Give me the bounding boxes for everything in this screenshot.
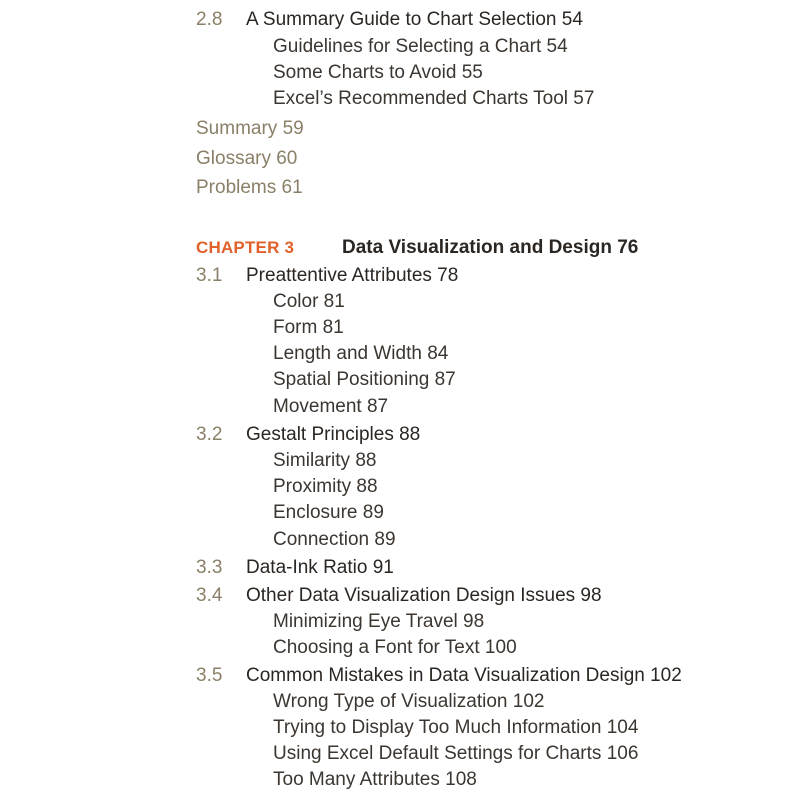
section-number: 3.1: [196, 265, 223, 286]
subsection-title: Similarity 88: [273, 450, 377, 471]
section-title: Preattentive Attributes 78: [246, 265, 459, 286]
summary-entry: Summary 59: [196, 118, 304, 139]
subsection-title: Spatial Positioning 87: [273, 369, 456, 390]
subsection-title: Connection 89: [273, 529, 396, 550]
subsection-title: Using Excel Default Settings for Charts 106: [273, 743, 639, 764]
subsection-title: Some Charts to Avoid 55: [273, 62, 483, 83]
section-number: 3.5: [196, 665, 223, 686]
subsection-title: Minimizing Eye Travel 98: [273, 611, 485, 632]
subsection-title: Form 81: [273, 317, 344, 338]
section-title: Gestalt Principles 88: [246, 424, 421, 445]
subsection-title: Choosing a Font for Text 100: [273, 637, 517, 658]
subsection-title: Proximity 88: [273, 476, 378, 497]
chapter-label: CHAPTER 3: [196, 238, 295, 257]
glossary-entry: Glossary 60: [196, 148, 298, 169]
subsection-title: Wrong Type of Visualization 102: [273, 691, 545, 712]
section-title: Data-Ink Ratio 91: [246, 557, 394, 578]
section-title: A Summary Guide to Chart Selection 54: [246, 9, 583, 30]
chapter-title: Data Visualization and Design 76: [342, 237, 639, 258]
section-number: 3.3: [196, 557, 223, 578]
subsection-title: Color 81: [273, 291, 345, 312]
problems-entry: Problems 61: [196, 177, 303, 198]
subsection-title: Movement 87: [273, 396, 389, 417]
subsection-title: Enclosure 89: [273, 502, 384, 523]
section-number: 3.2: [196, 424, 223, 445]
subsection-title: Guidelines for Selecting a Chart 54: [273, 36, 568, 57]
subsection-title: Too Many Attributes 108: [273, 769, 477, 790]
subsection-title: Length and Width 84: [273, 343, 449, 364]
section-number: 2.8: [196, 9, 223, 30]
subsection-title: Excel’s Recommended Charts Tool 57: [273, 88, 595, 109]
subsection-title: Trying to Display Too Much Information 104: [273, 717, 639, 738]
section-number: 3.4: [196, 585, 223, 606]
section-title: Other Data Visualization Design Issues 98: [246, 585, 602, 606]
section-title: Common Mistakes in Data Visualization Design 102: [246, 665, 682, 686]
